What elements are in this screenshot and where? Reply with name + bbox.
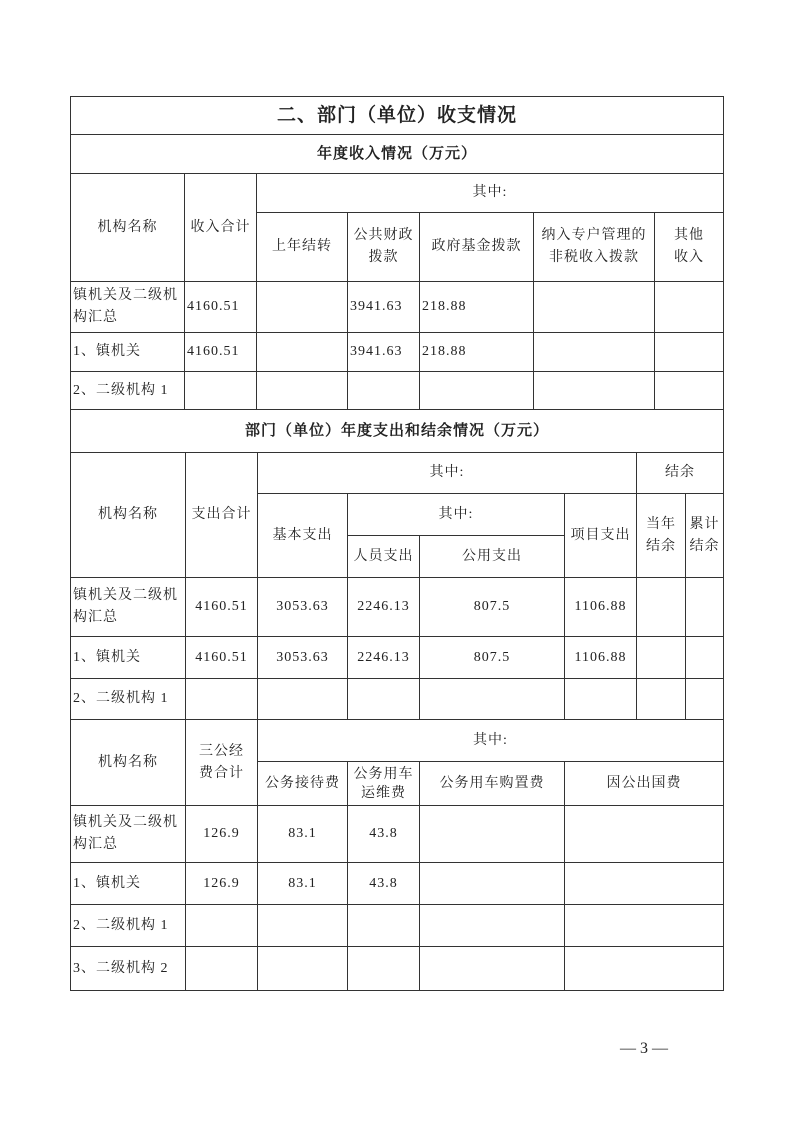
tp-header-of: 其中: <box>257 719 724 762</box>
income-header-col: 政府基金拨款 <box>419 212 534 282</box>
value-cell <box>654 281 724 333</box>
income-header-col: 其他收入 <box>654 212 724 282</box>
value-cell <box>419 904 565 947</box>
value-cell <box>533 332 655 372</box>
value-cell: 218.88 <box>419 281 534 333</box>
income-header-col: 上年结转 <box>256 212 348 282</box>
value-cell <box>685 678 724 720</box>
value-cell <box>564 946 724 991</box>
exp-header-public: 公用支出 <box>419 535 565 578</box>
value-cell <box>419 946 565 991</box>
income-header-of: 其中: <box>256 173 724 213</box>
value-cell: 807.5 <box>419 577 565 637</box>
row-name-cell: 2、二级机构 1 <box>70 678 186 720</box>
income-subtitle: 年度收入情况（万元） <box>70 134 724 174</box>
income-header-col: 公共财政拨款 <box>347 212 420 282</box>
row-name-cell: 1、镇机关 <box>70 332 185 372</box>
value-cell: 4160.51 <box>184 281 257 333</box>
value-cell <box>347 371 420 410</box>
row-name-cell: 2、二级机构 1 <box>70 904 186 947</box>
value-cell <box>564 678 637 720</box>
value-cell: 83.1 <box>257 862 348 905</box>
value-cell <box>654 332 724 372</box>
value-cell: 3941.63 <box>347 332 420 372</box>
value-cell: 2246.13 <box>347 577 420 637</box>
value-cell: 126.9 <box>185 862 258 905</box>
page-title: 二、部门（单位）收支情况 <box>70 96 724 135</box>
value-cell: 126.9 <box>185 805 258 863</box>
value-cell <box>419 862 565 905</box>
value-cell <box>564 805 724 863</box>
value-cell <box>636 577 686 637</box>
value-cell <box>257 904 348 947</box>
income-header-col: 纳入专户管理的非税收入拨款 <box>533 212 655 282</box>
income-header-name: 机构名称 <box>70 173 185 282</box>
tp-header-col: 公务用车运维费 <box>347 761 420 806</box>
income-header-total: 收入合计 <box>184 173 257 282</box>
value-cell: 4160.51 <box>184 332 257 372</box>
exp-header-total: 支出合计 <box>185 452 258 578</box>
value-cell <box>533 371 655 410</box>
value-cell <box>654 371 724 410</box>
value-cell <box>564 904 724 947</box>
value-cell <box>185 904 258 947</box>
row-name-cell: 1、镇机关 <box>70 636 186 679</box>
value-cell: 218.88 <box>419 332 534 372</box>
value-cell: 3053.63 <box>257 577 348 637</box>
exp-header-project: 项目支出 <box>564 493 637 578</box>
value-cell <box>636 636 686 679</box>
exp-header-personnel: 人员支出 <box>347 535 420 578</box>
row-name-cell: 2、二级机构 1 <box>70 371 185 410</box>
value-cell <box>184 371 257 410</box>
exp-header-balance: 结余 <box>636 452 724 494</box>
value-cell <box>256 332 348 372</box>
value-cell <box>419 371 534 410</box>
value-cell <box>347 946 420 991</box>
value-cell <box>533 281 655 333</box>
value-cell: 1106.88 <box>564 577 637 637</box>
value-cell <box>257 946 348 991</box>
expenditure-subtitle: 部门（单位）年度支出和结余情况（万元） <box>70 409 724 453</box>
value-cell <box>256 281 348 333</box>
value-cell <box>256 371 348 410</box>
exp-header-of: 其中: <box>257 452 637 494</box>
tp-header-col: 因公出国费 <box>564 761 724 806</box>
value-cell: 83.1 <box>257 805 348 863</box>
tp-header-col: 公务用车购置费 <box>419 761 565 806</box>
tp-header-total: 三公经费合计 <box>185 719 258 806</box>
exp-header-year-balance: 当年结余 <box>636 493 686 578</box>
value-cell <box>685 636 724 679</box>
exp-header-of2: 其中: <box>347 493 565 536</box>
value-cell <box>185 946 258 991</box>
tp-header-col: 公务接待费 <box>257 761 348 806</box>
value-cell <box>685 577 724 637</box>
value-cell: 4160.51 <box>185 636 258 679</box>
exp-header-cum-balance: 累计结余 <box>685 493 724 578</box>
row-name-cell: 镇机关及二级机构汇总 <box>70 281 185 333</box>
tp-header-name: 机构名称 <box>70 719 186 806</box>
row-name-cell: 镇机关及二级机构汇总 <box>70 577 186 637</box>
value-cell <box>185 678 258 720</box>
value-cell <box>636 678 686 720</box>
value-cell: 3941.63 <box>347 281 420 333</box>
row-name-cell: 1、镇机关 <box>70 862 186 905</box>
exp-header-basic: 基本支出 <box>257 493 348 578</box>
value-cell: 807.5 <box>419 636 565 679</box>
value-cell: 1106.88 <box>564 636 637 679</box>
value-cell: 43.8 <box>347 805 420 863</box>
value-cell: 2246.13 <box>347 636 420 679</box>
value-cell: 4160.51 <box>185 577 258 637</box>
value-cell <box>419 805 565 863</box>
value-cell <box>419 678 565 720</box>
row-name-cell: 3、二级机构 2 <box>70 946 186 991</box>
exp-header-name: 机构名称 <box>70 452 186 578</box>
value-cell <box>347 904 420 947</box>
value-cell: 3053.63 <box>257 636 348 679</box>
value-cell <box>564 862 724 905</box>
page-number: — 3 — <box>620 1040 668 1057</box>
row-name-cell: 镇机关及二级机构汇总 <box>70 805 186 863</box>
value-cell: 43.8 <box>347 862 420 905</box>
value-cell <box>257 678 348 720</box>
value-cell <box>347 678 420 720</box>
